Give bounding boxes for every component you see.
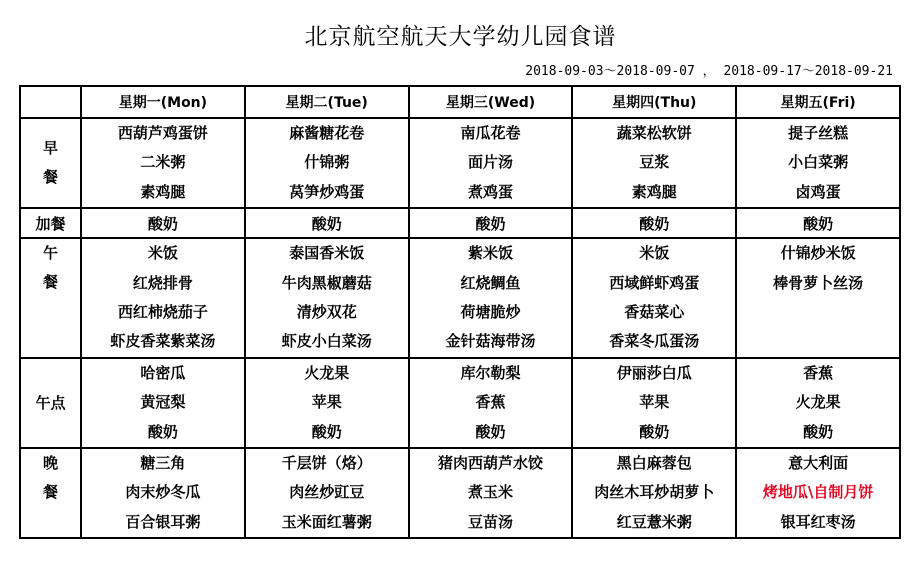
dish: 银耳红枣汤 (780, 512, 856, 531)
dish: 蔬菜松软饼 (616, 124, 692, 142)
dish: 莴笋炒鸡蛋 (289, 182, 365, 201)
meal-label-afternoon: 午点 (20, 358, 81, 448)
dish: 酸奶 (81, 208, 245, 238)
dish-cell (409, 238, 573, 358)
dish: 棒骨萝卜丝汤 (773, 273, 864, 292)
dish-cell (245, 358, 409, 448)
dish: 卤鸡蛋 (795, 182, 841, 201)
dish: 肉末炒冬瓜 (125, 483, 201, 502)
dish-cell (81, 358, 245, 448)
dish: 什锦粥 (304, 153, 350, 172)
dish: 金针菇海带汤 (445, 332, 536, 351)
dish: 清炒双花 (296, 303, 357, 322)
meal-label-breakfast (20, 118, 81, 208)
dish: 苹果 (639, 393, 670, 412)
dish: 酸奶 (736, 208, 900, 238)
meal-label-char: 晚 (42, 454, 58, 473)
meal-label-lunch (20, 238, 81, 358)
dish: 香蕉 (803, 363, 834, 382)
dish: 煮玉米 (467, 483, 513, 502)
dish: 西域鲜虾鸡蛋 (609, 273, 700, 292)
meal-label-char: 餐 (42, 483, 58, 502)
dish-highlighted: 烤地瓜\自制月饼 (762, 483, 874, 502)
meal-label-char: 早 (42, 139, 58, 158)
dish: 香菇菜心 (624, 303, 685, 322)
dish: 红豆薏米粥 (616, 512, 692, 531)
day-header: 星期五(Fri) (736, 86, 900, 118)
dish-cell (81, 118, 245, 208)
dish-cell (736, 238, 900, 358)
dish: 虾皮小白菜汤 (281, 332, 372, 351)
dish: 牛肉黑椒蘑菇 (281, 273, 372, 292)
meal-label-snack: 加餐 (20, 208, 81, 238)
dish: 百合银耳粥 (125, 512, 201, 531)
corner-cell (20, 86, 81, 118)
snack-row (20, 208, 900, 238)
dish: 酸奶 (475, 422, 506, 441)
dish-cell (409, 448, 573, 538)
dish: 红烧排骨 (132, 273, 193, 292)
day-header: 星期一(Mon) (81, 86, 245, 118)
dish: 米饭 (147, 244, 178, 263)
dish: 意大利面 (788, 454, 849, 473)
meal-label-char: 餐 (42, 168, 58, 187)
dish: 火龙果 (795, 393, 841, 412)
dish-cell (245, 448, 409, 538)
dish: 豆苗汤 (467, 512, 513, 531)
dish: 提子丝糕 (788, 124, 849, 142)
dish-cell (409, 358, 573, 448)
dish-cell (81, 238, 245, 358)
dish: 煮鸡蛋 (467, 182, 513, 201)
dish-cell (81, 448, 245, 538)
dish: 千层饼（烙） (281, 454, 372, 473)
day-header: 星期三(Wed) (409, 86, 573, 118)
dish-cell (572, 448, 736, 538)
dish: 肉丝炒豇豆 (289, 483, 365, 502)
dish: 二米粥 (140, 153, 186, 172)
dish-cell (736, 358, 900, 448)
dish: 苹果 (311, 393, 342, 412)
dish: 猪肉西葫芦水饺 (437, 454, 543, 473)
dish-cell (736, 118, 900, 208)
day-header: 星期二(Tue) (245, 86, 409, 118)
dish: 面片汤 (467, 153, 513, 172)
dish: 泰国香米饭 (289, 244, 365, 263)
date-range: 2018-09-03～2018-09-07 ， 2018-09-17～2018-09-21 (525, 64, 893, 79)
dish: 酸奶 (147, 422, 178, 441)
day-header: 星期四(Thu) (572, 86, 736, 118)
dish: 酸奶 (409, 208, 573, 238)
dish-cell (409, 118, 573, 208)
dish: 什锦炒米饭 (780, 244, 856, 263)
dish: 伊丽莎白瓜 (616, 363, 692, 382)
dish: 哈密瓜 (140, 363, 186, 382)
dish: 虾皮香菜紫菜汤 (110, 332, 216, 351)
dish: 红烧鲷鱼 (460, 273, 521, 292)
dish: 酸奶 (572, 208, 736, 238)
dish: 黄冠梨 (140, 393, 186, 412)
dish: 西红柿烧茄子 (117, 303, 208, 322)
dish: 酸奶 (639, 422, 670, 441)
dish: 玉米面红薯粥 (281, 512, 372, 531)
dish: 香蕉 (475, 393, 506, 412)
dish: 紫米饭 (467, 244, 513, 263)
meal-label-dinner (20, 448, 81, 538)
page-title: 北京航空航天大学幼儿园食谱 (304, 24, 617, 50)
meal-label-char: 餐 (42, 273, 58, 292)
dish-cell (245, 118, 409, 208)
dish: 西葫芦鸡蛋饼 (117, 124, 208, 142)
dish: 黑白麻蓉包 (616, 454, 692, 473)
header-row (20, 86, 900, 118)
dish-cell (572, 238, 736, 358)
dish: 米饭 (639, 244, 670, 263)
dish: 荷塘脆炒 (460, 303, 521, 322)
dish: 库尔勒梨 (460, 363, 521, 382)
dish-cell (572, 358, 736, 448)
dish-cell (245, 238, 409, 358)
meal-label-char: 午 (42, 244, 58, 263)
dish: 豆浆 (639, 153, 670, 172)
menu-table (19, 85, 901, 539)
dish: 糖三角 (140, 454, 186, 473)
breakfast-row (20, 118, 900, 208)
dish: 素鸡腿 (140, 182, 186, 201)
afternoon-row (20, 358, 900, 448)
dish: 麻酱糖花卷 (289, 124, 365, 142)
dish-cell (736, 448, 900, 538)
dinner-row (20, 448, 900, 538)
dish: 素鸡腿 (631, 182, 677, 201)
dish: 酸奶 (245, 208, 409, 238)
dish: 南瓜花卷 (460, 124, 521, 142)
dish: 酸奶 (803, 422, 834, 441)
dish: 小白菜粥 (788, 153, 849, 172)
dish: 酸奶 (311, 422, 342, 441)
dish-cell (572, 118, 736, 208)
dish: 火龙果 (304, 363, 350, 382)
lunch-row (20, 238, 900, 358)
dish: 香菜冬瓜蛋汤 (609, 332, 700, 351)
dish: 肉丝木耳炒胡萝卜 (594, 483, 715, 502)
